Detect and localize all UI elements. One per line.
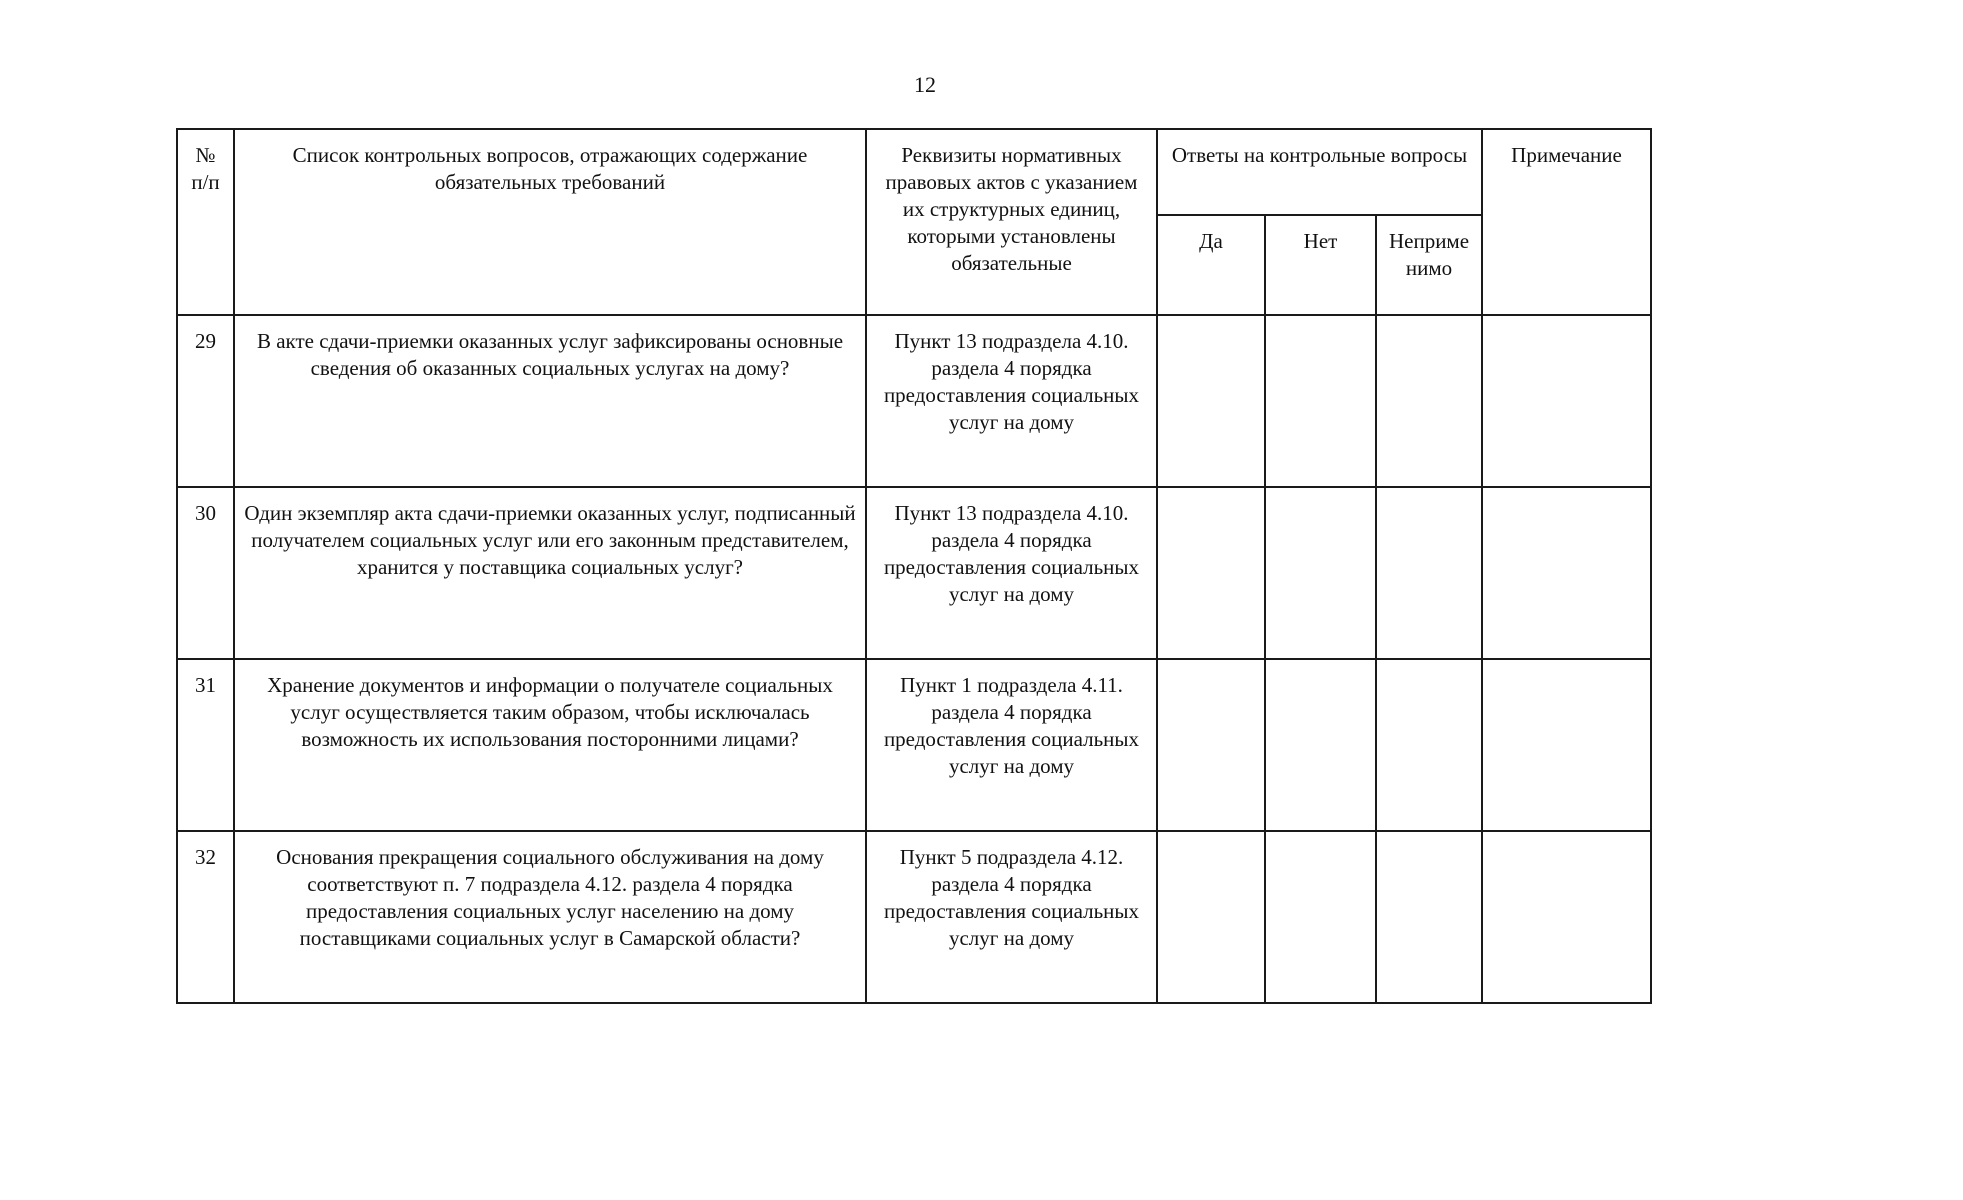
note-cell[interactable] <box>1482 315 1651 487</box>
table-row <box>177 487 1651 659</box>
answer-no-cell[interactable] <box>1265 659 1376 831</box>
header-questions: Список контрольных вопросов, отражающих содержание обязательных требований <box>234 129 866 315</box>
answer-no-cell[interactable] <box>1265 315 1376 487</box>
note-cell[interactable] <box>1482 487 1651 659</box>
row-number: 31 <box>177 659 234 831</box>
answer-yes-cell[interactable] <box>1157 487 1265 659</box>
header-number: № п/п <box>177 129 234 315</box>
row-question: Основания прекращения социального обслуживания на дому соответствуют п. 7 подраздела 4.12. раздела 4 порядка предоставления социальных услуг населению на дому поставщиками социальных услуг в Самарской области? <box>234 831 866 1003</box>
row-reference: Пункт 5 подраздела 4.12. раздела 4 порядка предоставления социальных услуг на дому <box>866 831 1157 1003</box>
row-question: В акте сдачи-приемки оказанных услуг зафиксированы основные сведения об оказанных социальных услугах на дому? <box>234 315 866 487</box>
answer-not-applicable-cell[interactable] <box>1376 315 1482 487</box>
header-note: Примечание <box>1482 129 1651 315</box>
answer-no-cell[interactable] <box>1265 487 1376 659</box>
header-no: Нет <box>1265 215 1376 315</box>
page-number: 12 <box>914 72 936 97</box>
header-yes: Да <box>1157 215 1265 315</box>
row-reference: Пункт 13 подраздела 4.10. раздела 4 порядка предоставления социальных услуг на дому <box>866 487 1157 659</box>
row-question: Хранение документов и информации о получателе социальных услуг осуществляется таким образом, чтобы исключалась возможность их использования посторонними лицами? <box>234 659 866 831</box>
row-number: 32 <box>177 831 234 1003</box>
table-row <box>177 315 1651 487</box>
row-reference: Пункт 13 подраздела 4.10. раздела 4 порядка предоставления социальных услуг на дому <box>866 315 1157 487</box>
answer-yes-cell[interactable] <box>1157 659 1265 831</box>
answer-not-applicable-cell[interactable] <box>1376 487 1482 659</box>
checklist-table <box>176 128 1652 1004</box>
table-row <box>177 659 1651 831</box>
header-documents-text: Реквизиты нормативных правовых актов с указанием их структурных единиц, которыми установлены обязательные <box>885 143 1138 275</box>
answer-yes-cell[interactable] <box>1157 315 1265 487</box>
header-row <box>177 129 1651 215</box>
note-cell[interactable] <box>1482 831 1651 1003</box>
row-reference: Пункт 1 подраздела 4.11. раздела 4 порядка предоставления социальных услуг на дому <box>866 659 1157 831</box>
table-row <box>177 831 1651 1003</box>
row-number: 30 <box>177 487 234 659</box>
note-cell[interactable] <box>1482 659 1651 831</box>
answer-no-cell[interactable] <box>1265 831 1376 1003</box>
row-question: Один экземпляр акта сдачи-приемки оказанных услуг, подписанный получателем социальных услуг или его законным представителем, хранится у поставщика социальных услуг? <box>234 487 866 659</box>
answer-not-applicable-cell[interactable] <box>1376 659 1482 831</box>
header-answers: Ответы на контрольные вопросы <box>1157 129 1482 215</box>
row-number: 29 <box>177 315 234 487</box>
header-documents <box>866 129 1157 315</box>
answer-not-applicable-cell[interactable] <box>1376 831 1482 1003</box>
header-not-applicable: Неприме нимо <box>1376 215 1482 315</box>
answer-yes-cell[interactable] <box>1157 831 1265 1003</box>
